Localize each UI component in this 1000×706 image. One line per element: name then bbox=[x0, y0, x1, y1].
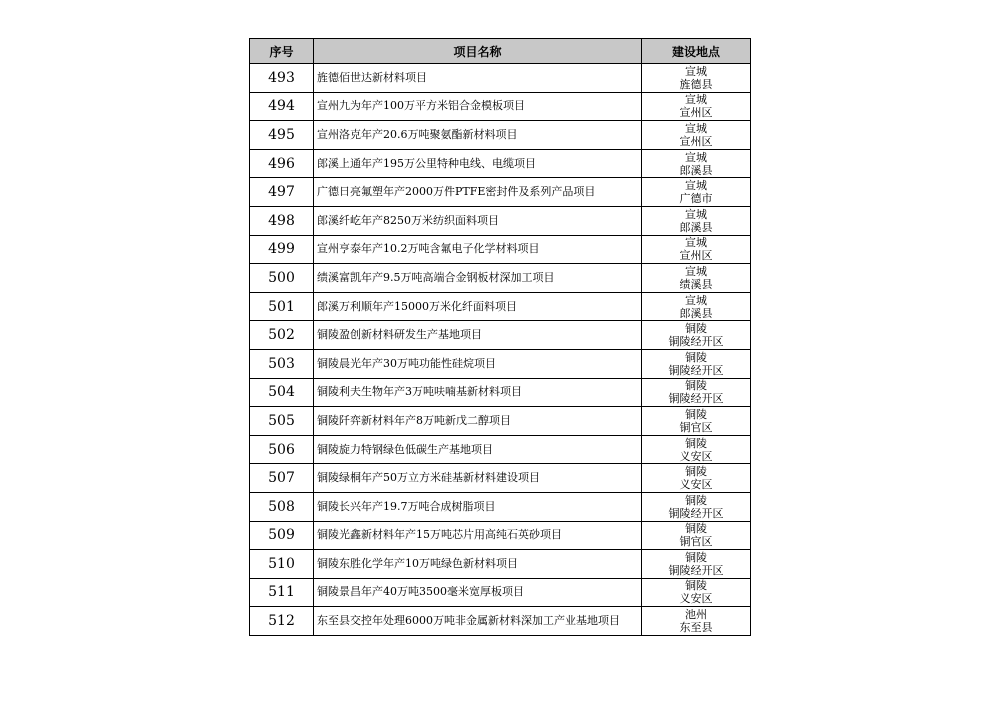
project-name: 铜陵光鑫新材料年产15万吨芯片用高纯石英砂项目 bbox=[314, 521, 642, 550]
table-row bbox=[250, 407, 751, 436]
location-district: 宣州区 bbox=[679, 106, 713, 120]
location-district: 义安区 bbox=[679, 449, 713, 463]
project-location bbox=[642, 206, 751, 235]
table-row bbox=[250, 235, 751, 264]
location-city: 池州 bbox=[685, 608, 707, 622]
location-district: 铜陵经开区 bbox=[668, 392, 724, 406]
table-row bbox=[250, 378, 751, 407]
project-name: 宣州亨泰年产10.2万吨含氟电子化学材料项目 bbox=[314, 235, 642, 264]
project-location bbox=[642, 292, 751, 321]
project-location bbox=[642, 521, 751, 550]
location-city: 宣城 bbox=[685, 293, 707, 307]
table-row bbox=[250, 578, 751, 607]
location-district: 铜官区 bbox=[679, 420, 713, 434]
location-district: 义安区 bbox=[679, 592, 713, 606]
table-row bbox=[250, 206, 751, 235]
table-row bbox=[250, 550, 751, 579]
project-name: 铜陵长兴年产19.7万吨合成树脂项目 bbox=[314, 492, 642, 521]
project-location bbox=[642, 435, 751, 464]
project-location bbox=[642, 550, 751, 579]
row-number: 497 bbox=[250, 178, 314, 207]
location-district: 铜陵经开区 bbox=[668, 506, 724, 520]
project-location bbox=[642, 121, 751, 150]
project-name: 旌德佰世达新材料项目 bbox=[314, 64, 642, 93]
location-district: 郎溪县 bbox=[679, 163, 713, 177]
table-row bbox=[250, 292, 751, 321]
project-location bbox=[642, 349, 751, 378]
project-name: 铜陵利夫生物年产3万吨呋喃基新材料项目 bbox=[314, 378, 642, 407]
location-city: 宣城 bbox=[685, 207, 707, 221]
row-number: 507 bbox=[250, 464, 314, 493]
table-row bbox=[250, 492, 751, 521]
table-row bbox=[250, 464, 751, 493]
project-location bbox=[642, 607, 751, 636]
location-district: 铜陵经开区 bbox=[668, 363, 724, 377]
table-row bbox=[250, 435, 751, 464]
table-row bbox=[250, 149, 751, 178]
row-number: 503 bbox=[250, 349, 314, 378]
location-district: 义安区 bbox=[679, 478, 713, 492]
header-name: 项目名称 bbox=[314, 39, 642, 64]
project-name: 广德日亮氟塑年产2000万件PTFE密封件及系列产品项目 bbox=[314, 178, 642, 207]
location-city: 铜陵 bbox=[685, 322, 707, 336]
row-number: 504 bbox=[250, 378, 314, 407]
row-number: 506 bbox=[250, 435, 314, 464]
table-row bbox=[250, 607, 751, 636]
table-body bbox=[250, 64, 751, 636]
row-number: 512 bbox=[250, 607, 314, 636]
row-number: 495 bbox=[250, 121, 314, 150]
table-row bbox=[250, 64, 751, 93]
location-district: 铜官区 bbox=[679, 535, 713, 549]
location-city: 铜陵 bbox=[685, 550, 707, 564]
project-name: 宣州九为年产100万平方米铝合金模板项目 bbox=[314, 92, 642, 121]
project-location bbox=[642, 264, 751, 293]
project-name: 铜陵东胜化学年产10万吨绿色新材料项目 bbox=[314, 550, 642, 579]
location-district: 宣州区 bbox=[679, 134, 713, 148]
row-number: 510 bbox=[250, 550, 314, 579]
table-row bbox=[250, 521, 751, 550]
project-location bbox=[642, 178, 751, 207]
location-city: 宣城 bbox=[685, 93, 707, 107]
table-header-row bbox=[250, 39, 751, 64]
location-city: 宣城 bbox=[685, 150, 707, 164]
row-number: 509 bbox=[250, 521, 314, 550]
table-row bbox=[250, 121, 751, 150]
project-location bbox=[642, 235, 751, 264]
location-city: 宣城 bbox=[685, 236, 707, 250]
project-name: 东至县交控年处理6000万吨非金属新材料深加工产业基地项目 bbox=[314, 607, 642, 636]
project-name: 绩溪富凯年产9.5万吨高端合金钢板材深加工项目 bbox=[314, 264, 642, 293]
location-district: 广德市 bbox=[679, 192, 713, 206]
project-location bbox=[642, 92, 751, 121]
project-location bbox=[642, 578, 751, 607]
row-number: 493 bbox=[250, 64, 314, 93]
project-name: 铜陵景昌年产40万吨3500毫米宽厚板项目 bbox=[314, 578, 642, 607]
project-name: 郎溪万利顺年产15000万米化纤面料项目 bbox=[314, 292, 642, 321]
row-number: 494 bbox=[250, 92, 314, 121]
project-location bbox=[642, 464, 751, 493]
project-name: 铜陵旋力特钢绿色低碳生产基地项目 bbox=[314, 435, 642, 464]
table-row bbox=[250, 349, 751, 378]
project-name: 铜陵盈创新材料研发生产基地项目 bbox=[314, 321, 642, 350]
project-location bbox=[642, 492, 751, 521]
table-row bbox=[250, 178, 751, 207]
location-city: 铜陵 bbox=[685, 379, 707, 393]
row-number: 501 bbox=[250, 292, 314, 321]
location-city: 铜陵 bbox=[685, 493, 707, 507]
project-location bbox=[642, 149, 751, 178]
project-name: 郎溪纤屹年产8250万米纺织面料项目 bbox=[314, 206, 642, 235]
project-name: 铜陵阡弈新材料年产8万吨新戊二醇项目 bbox=[314, 407, 642, 436]
location-district: 铜陵经开区 bbox=[668, 335, 724, 349]
location-city: 铜陵 bbox=[685, 350, 707, 364]
location-district: 郎溪县 bbox=[679, 306, 713, 320]
location-city: 铜陵 bbox=[685, 436, 707, 450]
location-district: 旌德县 bbox=[679, 77, 713, 91]
location-city: 铜陵 bbox=[685, 522, 707, 536]
location-district: 东至县 bbox=[679, 621, 713, 635]
row-number: 498 bbox=[250, 206, 314, 235]
project-location bbox=[642, 378, 751, 407]
row-number: 511 bbox=[250, 578, 314, 607]
location-city: 铜陵 bbox=[685, 579, 707, 593]
location-district: 郎溪县 bbox=[679, 220, 713, 234]
row-number: 500 bbox=[250, 264, 314, 293]
project-location bbox=[642, 407, 751, 436]
project-location bbox=[642, 321, 751, 350]
header-location: 建设地点 bbox=[642, 39, 751, 64]
project-name: 铜陵晨光年产30万吨功能性硅烷项目 bbox=[314, 349, 642, 378]
row-number: 505 bbox=[250, 407, 314, 436]
location-city: 铜陵 bbox=[685, 407, 707, 421]
table-row bbox=[250, 321, 751, 350]
location-district: 铜陵经开区 bbox=[668, 563, 724, 577]
row-number: 496 bbox=[250, 149, 314, 178]
table-row bbox=[250, 92, 751, 121]
location-district: 宣州区 bbox=[679, 249, 713, 263]
table-row bbox=[250, 264, 751, 293]
row-number: 499 bbox=[250, 235, 314, 264]
project-location bbox=[642, 64, 751, 93]
location-city: 宣城 bbox=[685, 264, 707, 278]
row-number: 508 bbox=[250, 492, 314, 521]
project-name: 郎溪上通年产195万公里特种电线、电缆项目 bbox=[314, 149, 642, 178]
location-city: 宣城 bbox=[685, 121, 707, 135]
row-number: 502 bbox=[250, 321, 314, 350]
location-city: 宣城 bbox=[685, 64, 707, 78]
project-table bbox=[249, 38, 751, 636]
project-name: 宣州洛克年产20.6万吨聚氨酯新材料项目 bbox=[314, 121, 642, 150]
location-district: 绩溪县 bbox=[679, 277, 713, 291]
project-name: 铜陵绿桐年产50万立方米硅基新材料建设项目 bbox=[314, 464, 642, 493]
header-num: 序号 bbox=[250, 39, 314, 64]
location-city: 宣城 bbox=[685, 179, 707, 193]
location-city: 铜陵 bbox=[685, 465, 707, 479]
